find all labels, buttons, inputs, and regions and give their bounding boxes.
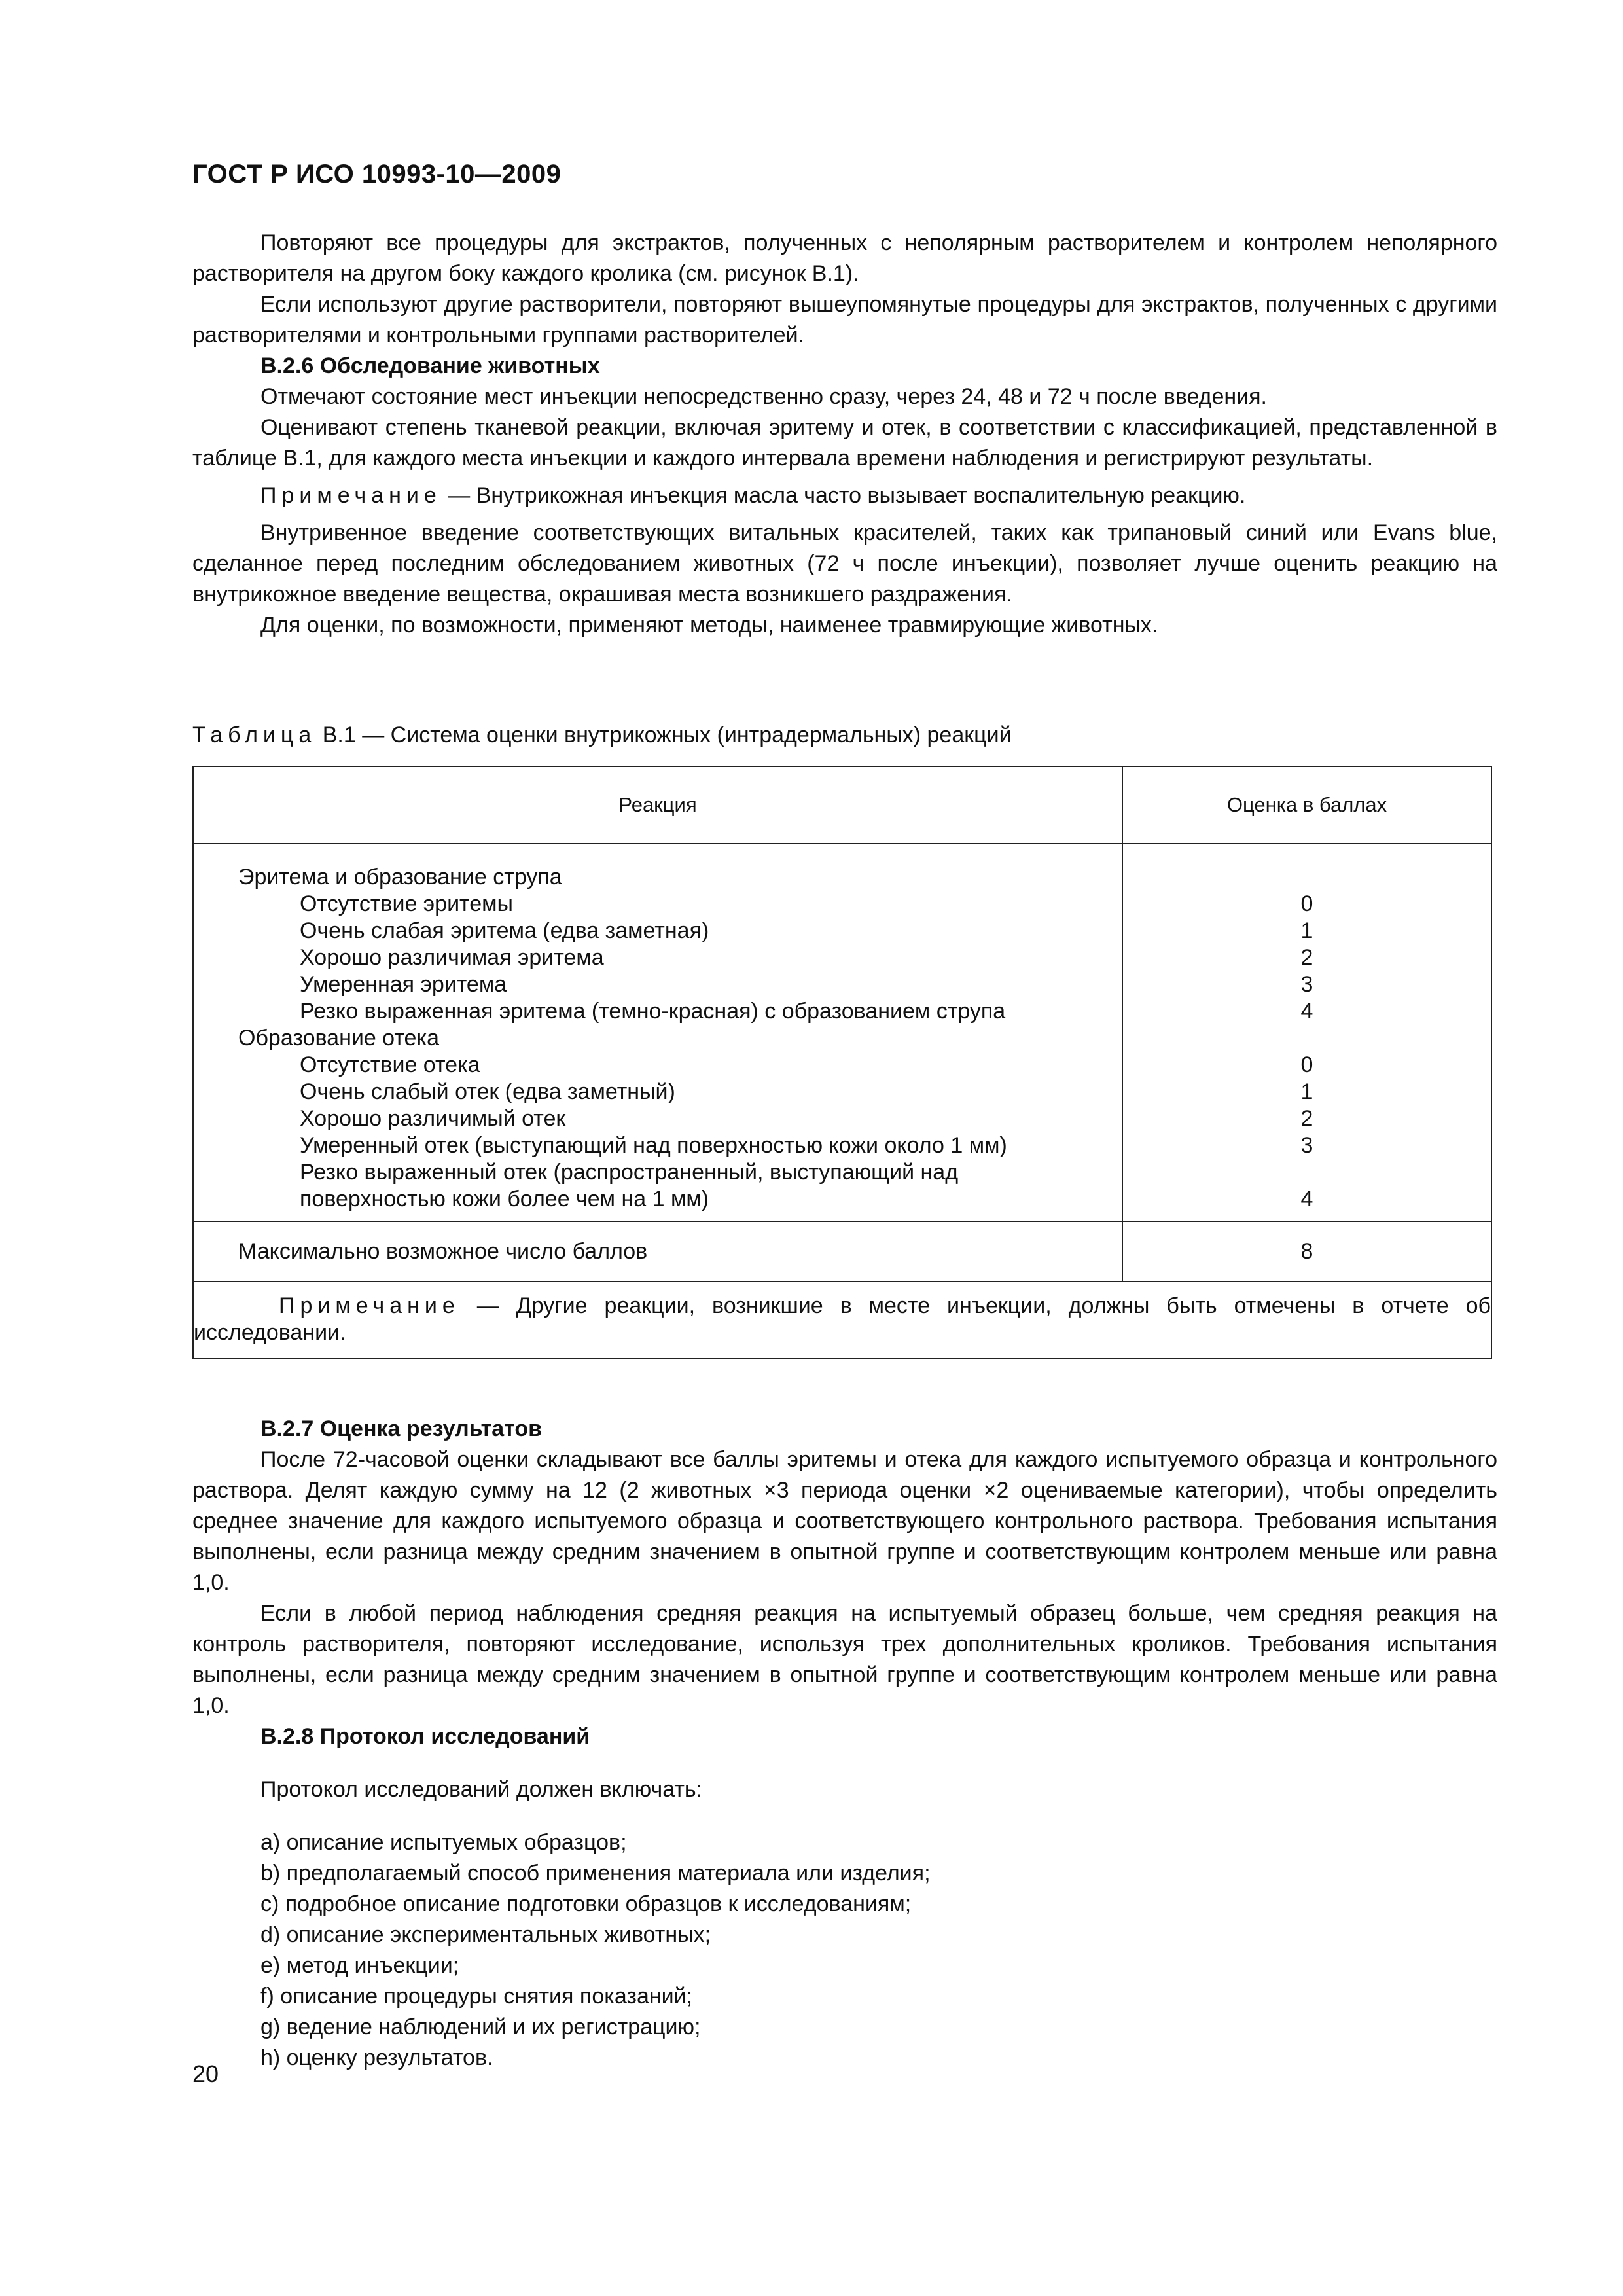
max-score-value: 8 [1122,1221,1491,1282]
score-cell [1122,844,1491,1221]
section-heading: В.2.8 Протокол исследований [260,1724,590,1749]
max-score-row [193,1221,1491,1282]
row-score: 0 [1300,891,1313,916]
paragraph: После 72-часовой оценки складывают все баллы эритемы и отека для каждого испытуемого образца и контрольного раствора. Делят каждую сумму на 12 (2 животных ×3 периода оценки ×2 оцениваемые категории), чтобы определить среднее значение для каждого испытуемого образца и соответствующего контрольного раствора. Требования испытания выполнены, если разница между средним значением в опытной группе и соответствующим контролем меньше или равна 1,0. [192,1447,1497,1595]
column-header-score: Оценка в баллах [1122,766,1491,844]
intro-section [192,228,1497,641]
table-note-label: Примечание [279,1293,460,1318]
table-caption [192,723,1012,748]
row-label: Очень слабая эритема (едва заметная) [300,918,709,943]
paragraph: Отмечают состояние мест инъекции непосредственно сразу, через 24, 48 и 72 ч после введения. [260,384,1267,409]
scoring-table [192,766,1492,1359]
row-score: 2 [1300,1106,1313,1131]
row-score: 4 [1300,999,1313,1024]
row-label: Умеренный отек (выступающий над поверхностью кожи около 1 мм) [300,1133,1007,1158]
row-label: Резко выраженная эритема (темно-красная) с образованием струпа [300,999,1006,1024]
row-label: Отсутствие эритемы [300,891,513,916]
row-score: 2 [1300,945,1313,970]
row-score: 4 [1300,1187,1313,1211]
list-item: b) предполагаемый способ применения материала или изделия; [260,1861,931,1886]
paragraph: Для оценки, по возможности, применяют методы, наименее травмирующие животных. [260,613,1158,637]
paragraph: Внутривенное введение соответствующих витальных красителей, таких как трипановый синий или Evans blue, сделанное перед последним обследованием животных (72 ч после инъекции), позволяет лучше оценить реакцию на внутрикожное введение вещества, окрашивая места возникшего раздражения. [192,520,1497,607]
row-score: 3 [1300,1133,1313,1158]
document-header: ГОСТ Р ИСО 10993-10—2009 [192,160,562,188]
row-label: Отсутствие отека [300,1052,480,1077]
paragraph: Оценивают степень тканевой реакции, включая эритему и отек, в соответствии с классификацией, представленной в таблице В.1, для каждого места инъекции и каждого интервала времени наблюдения и регистрируют результаты. [192,415,1497,471]
row-label: Хорошо различимый отек [300,1106,566,1131]
row-label: Эритема и образование струпа [238,865,562,889]
max-score-label: Максимально возможное число баллов [193,1221,1122,1282]
paragraph: Если используют другие растворители, повторяют вышеупомянутые процедуры для экстрактов, полученных с другими растворителями и контрольными группами растворителей. [192,292,1497,348]
row-score [1123,1159,1491,1186]
list-item: f) описание процедуры снятия показаний; [260,1984,693,2009]
section-heading: В.2.6 Обследование животных [260,353,600,378]
row-score: 0 [1300,1052,1313,1077]
row-label: поверхностью кожи более чем на 1 мм) [300,1187,709,1211]
table-note-text: — Другие реакции, возникшие в месте инъекции, должны быть отмечены в отчете об исследовании. [194,1293,1491,1345]
paragraph: Если в любой период наблюдения средняя реакция на испытуемый образец больше, чем средняя реакция на контроль растворителя, повторяют исследование, используя трех дополнительных кроликов. Требования испытания выполнены, если разница между средним значением в опытной группе и соответствующим контролем меньше или равна 1,0. [192,1601,1497,1718]
row-score [1123,1025,1491,1052]
note-label: Примечание [260,483,442,508]
list-item: с) подробное описание подготовки образцов к исследованиям; [260,1892,912,1916]
row-label: Резко выраженный отек (распространенный, выступающий над [300,1160,959,1185]
list-item: d) описание экспериментальных животных; [260,1922,711,1947]
table-caption-text: В.1 — Система оценки внутрикожных (интрадермальных) реакций [316,723,1012,747]
table-caption-label: Таблица [192,723,317,747]
paragraph: Повторяют все процедуры для экстрактов, полученных с неполярным растворителем и контролем неполярного растворителя на другом боку каждого кролика (см. рисунок В.1). [192,230,1497,286]
row-score: 3 [1300,972,1313,997]
table-note [193,1282,1491,1359]
reaction-cell [193,844,1122,1221]
table-note-row [193,1282,1491,1359]
list-item: е) метод инъекции; [260,1953,459,1978]
note-text: — Внутрикожная инъекция масла часто вызывает воспалительную реакцию. [441,483,1246,508]
paragraph: Протокол исследований должен включать: [260,1777,703,1802]
list-item: а) описание испытуемых образцов; [260,1830,627,1855]
table-header-row [193,766,1491,844]
row-score [1123,864,1491,891]
table-body-row [193,844,1491,1221]
row-label: Умеренная эритема [300,972,507,997]
page-number: 20 [192,2060,219,2087]
section-heading: В.2.7 Оценка результатов [260,1416,543,1441]
note [192,480,1497,511]
row-score: 1 [1300,1079,1313,1104]
row-score: 1 [1300,918,1313,943]
row-label: Очень слабый отек (едва заметный) [300,1079,675,1104]
list-item: g) ведение наблюдений и их регистрацию; [260,2015,701,2039]
list-item: h) оценку результатов. [260,2045,493,2070]
row-label: Хорошо различимая эритема [300,945,604,970]
results-section [192,1414,1497,2073]
row-label: Образование отека [238,1026,439,1050]
column-header-reaction: Реакция [193,766,1122,844]
